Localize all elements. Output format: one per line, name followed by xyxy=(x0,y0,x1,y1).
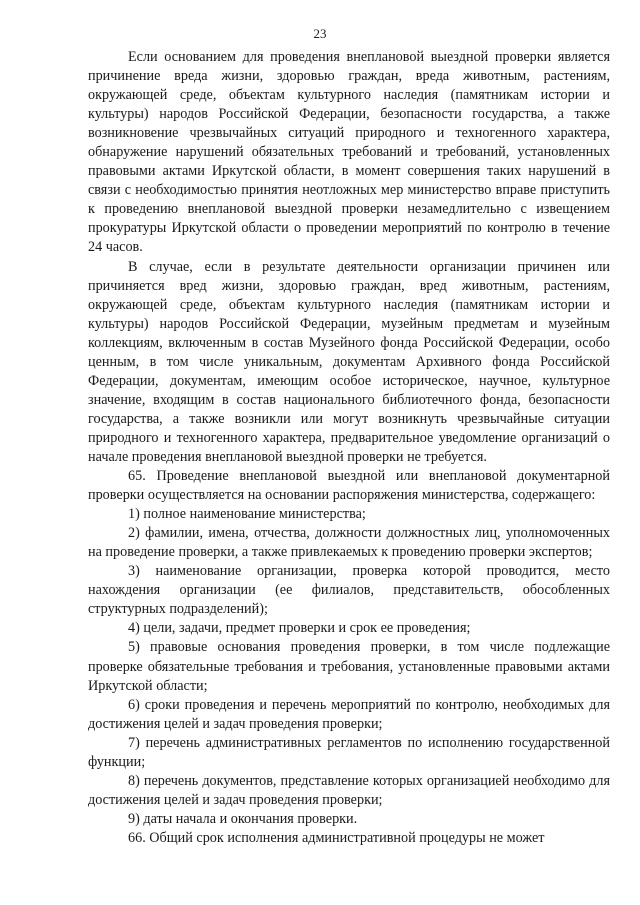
list-item: 8) перечень документов, представление которых организацией необходимо для достижения целей и задач проведения проверки; xyxy=(88,772,610,808)
paragraph-65: 65. Проведение внеплановой выездной или внеплановой документарной проверки осуществляется на основании распоряжения министерства, содержащего: xyxy=(88,468,610,504)
list-item: 9) даты начала и окончания проверки. xyxy=(128,810,358,827)
list-item: 1) полное наименование министерства; xyxy=(128,506,366,523)
paragraph-66: 66. Общий срок исполнения административной процедуры не может xyxy=(128,829,545,846)
document-body xyxy=(88,48,610,848)
list-item: 2) фамилии, имена, отчества, должности должностных лиц, уполномоченных на проведение проверки, а также привлекаемых к проведению проверки экспертов; xyxy=(88,525,610,561)
page-number: 23 xyxy=(313,26,327,41)
list-item: 3) наименование организации, проверка которой проводится, место нахождения организации (ее филиалов, представительств, обособленных структурных подразделений); xyxy=(88,563,610,618)
list-item: 4) цели, задачи, предмет проверки и срок ее проведения; xyxy=(128,620,471,637)
paragraph-notification-not-required: В случае, если в результате деятельности организации причинен или причиняется вред жизни, здоровью граждан, вред животным, растениям, окружающей среде, объектам культурного наследия (памятникам истории и культуры) народов Российской Федерации, музейным предметам и музейным коллекциям, включенным в состав Музейного фонда Российской Федерации, особо ценным, в том числе уникальным, документам Архивного фонда Российской Федерации, документам, имеющим особое историческое, научное, культурное значение, входящим в состав национального библиотечного фонда, безопасности государства, а также возникли или могут возникнуть чрезвычайные ситуации природного и техногенного характера, предварительное уведомление организаций о начале проведения внеплановой выездной проверки не требуется. xyxy=(88,258,610,465)
list-item: 5) правовые основания проведения проверки, в том числе подлежащие проверке обязательные требования и требования, установленные правовыми актами Иркутской области; xyxy=(88,639,610,694)
list-item: 6) сроки проведения и перечень мероприятий по контролю, необходимых для достижения целей и задач проведения проверки; xyxy=(88,696,610,732)
list-item: 7) перечень административных регламентов по исполнению государственной функции; xyxy=(88,734,610,770)
paragraph-unscheduled-inspection-grounds: Если основанием для проведения внеплановой выездной проверки является причинение вреда жизни, здоровью граждан, вреда животным, растениям, окружающей среде, объектам культурного наследия (памятникам истории и культуры) народов Российской Федерации, безопасности государства, а также возникновение чрезвычайных ситуаций природного и техногенного характера, обнаружение нарушений обязательных требований и требований, установленных правовыми актами Иркутской области, в момент совершения таких нарушений в связи с необходимостью принятия неотложных мер министерство вправе приступить к проведению внеплановой выездной проверки незамедлительно с извещением прокуратуры Иркутской области о проведении мероприятий по контролю в течение 24 часов. xyxy=(88,49,610,256)
